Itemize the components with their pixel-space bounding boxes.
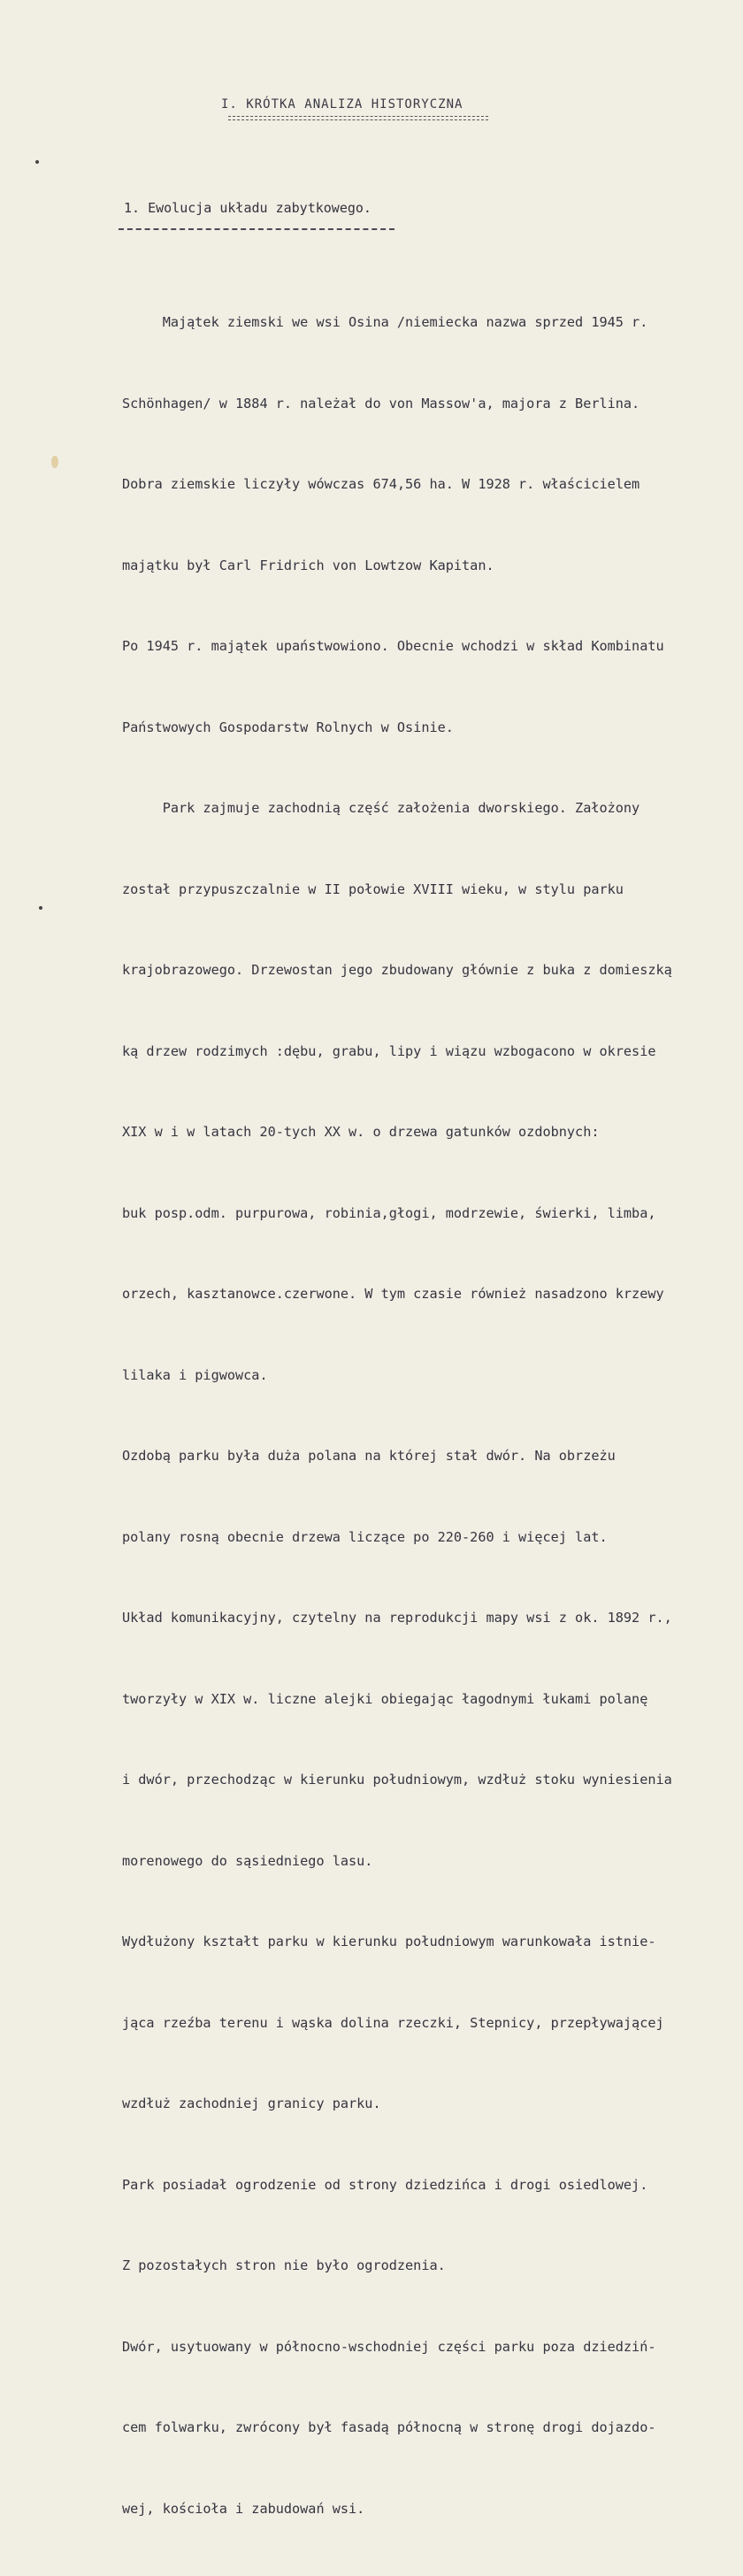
text-line: Dwór, usytuowany w północno-wschodniej części parku poza dziedziń- (122, 2338, 656, 2355)
section-title: 1. Ewolucja układu zabytkowego. (124, 200, 372, 216)
text-line: polany rosną obecnie drzewa liczące po 220-260 i więcej lat. (122, 1528, 608, 1545)
text-line: Park zajmuje zachodnią część założenia dworskiego. Założony (122, 800, 640, 816)
text-line: majątku był Carl Fridrich von Lowtzow Kapitan. (122, 557, 494, 573)
body-text (122, 255, 741, 2576)
punch-mark (39, 906, 42, 910)
punch-mark (35, 160, 39, 164)
text-line: Dobra ziemskie liczyły wówczas 674,56 ha. W 1928 r. właścicielem (122, 476, 640, 492)
text-line: ką drzew rodzimych :dębu, grabu, lipy i wiązu wzbogacono w okresie (122, 1042, 656, 1059)
document-heading: I. KRÓTKA ANALIZA HISTORYCZNA (221, 97, 463, 111)
text-line: XIX w i w latach 20-tych XX w. o drzewa gatunków ozdobnych: (122, 1124, 600, 1140)
text-line: Z pozostałych stron nie było ogrodzenia. (122, 2257, 446, 2273)
text-line: krajobrazowego. Drzewostan jego zbudowany głównie z buka z domieszką (122, 962, 672, 978)
text-line: Układ komunikacyjny, czytelny na reprodukcji mapy wsi z ok. 1892 r., (122, 1610, 672, 1626)
text-line: Państwowych Gospodarstw Rolnych w Osinie. (122, 719, 454, 735)
paper-stain (51, 456, 58, 468)
text-line: Po 1945 r. majątek upaństwowiono. Obecnie wchodzi w skład Kombinatu (122, 638, 664, 654)
text-line: Ozdobą parku była duża polana na której stał dwór. Na obrzeżu (122, 1448, 616, 1464)
text-line: morenowego do sąsiedniego lasu. (122, 1852, 373, 1869)
text-line: wej, kościoła i zabudowań wsi. (122, 2500, 365, 2517)
text-line: jąca rzeźba terenu i wąska dolina rzeczki, Stepnicy, przepływającej (122, 2014, 664, 2031)
text-line: Park posiadał ogrodzenie od strony dziedzińca i drogi osiedlowej. (122, 2176, 648, 2193)
text-line: i dwór, przechodząc w kierunku południowym, wzdłuż stoku wyniesienia (122, 1772, 672, 1788)
text-line: tworzyły w XIX w. liczne alejki obiegając łagodnymi łukami polanę (122, 1690, 648, 1707)
text-line: został przypuszczalnie w II połowie XVIII wieku, w stylu parku (122, 880, 624, 897)
text-line: cem folwarku, zwrócony był fasadą północną w stronę drogi dojazdo- (122, 2419, 656, 2435)
text-line: buk posp.odm. purpurowa, robinia,głogi, modrzewie, świerki, limba, (122, 1204, 656, 1221)
text-line: wzdłuż zachodniej granicy parku. (122, 2095, 381, 2111)
text-line: Wydłużony kształt parku w kierunku południowym warunkowała istnie- (122, 1934, 656, 1949)
text-line: orzech, kasztanowce.czerwone. W tym czasie również nasadzono krzewy (122, 1286, 664, 1302)
section-underline (119, 228, 394, 230)
heading-underline (228, 116, 488, 120)
text-line: Schönhagen/ w 1884 r. należał do von Massow'a, majora z Berlina. (122, 395, 640, 411)
text-line: Majątek ziemski we wsi Osina /niemiecka nazwa sprzed 1945 r. (122, 314, 648, 330)
text-line: lilaka i pigwowca. (122, 1366, 268, 1383)
